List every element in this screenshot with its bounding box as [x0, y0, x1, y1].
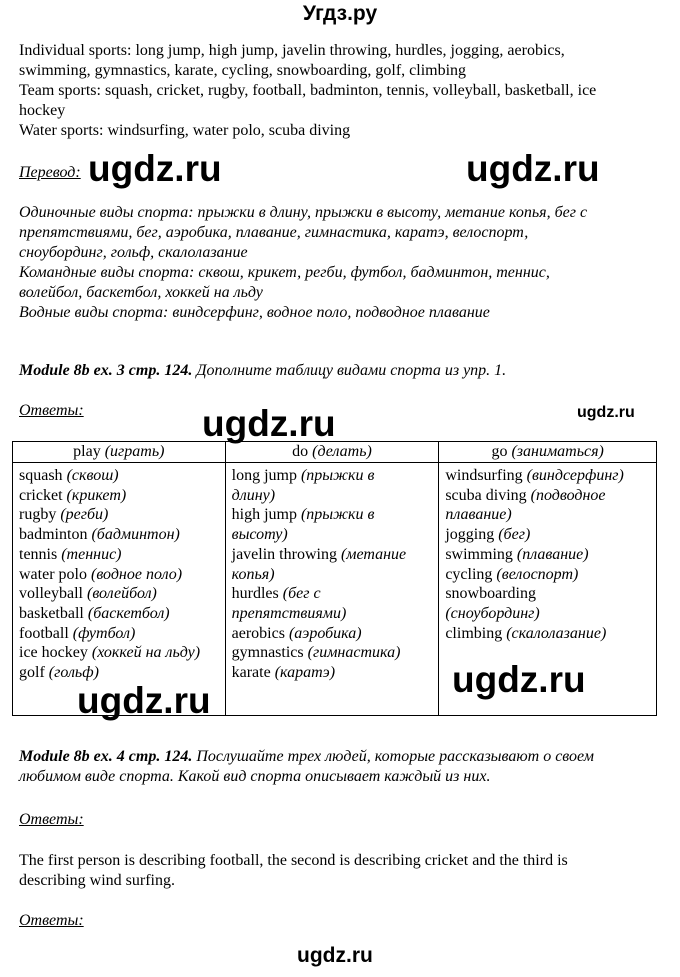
watermark: ugdz.ru [88, 148, 222, 189]
watermark: ugdz.ru [452, 659, 586, 700]
translation-line: сноубординг, гольф, скалолазание [19, 244, 248, 261]
list-item: squash (сквош) [19, 467, 119, 484]
list-item: cricket (крикет) [19, 486, 127, 504]
list-item: windsurfing (виндсерфинг) [445, 467, 624, 484]
list-item: long jump (прыжки в [231, 467, 375, 484]
list-item: scuba diving (подводное [445, 486, 606, 504]
translation-line: Командные виды спорта: сквош, крикет, регби, футбол, бадминтон, теннис, [19, 264, 550, 281]
ex4-answers-label: Ответы: [19, 811, 84, 828]
english-line: swimming, gymnastics, karate, cycling, snowboarding, golf, climbing [19, 62, 467, 79]
ex3-heading: Module 8b ex. 3 стр. 124. [19, 362, 193, 379]
english-line: Individual sports: long jump, high jump, javelin throwing, hurdles, jogging, aerobics, [19, 42, 565, 59]
answers-label-2: Ответы: [19, 912, 84, 929]
site-title: Угдз.ру [302, 2, 378, 25]
translation-line: Водные виды спорта: виндсерфинг, водное поло, подводное плавание [19, 304, 490, 321]
watermark: ugdz.ru [297, 944, 373, 967]
list-item: javelin throwing (метание [231, 545, 407, 563]
watermark: ugdz.ru [202, 403, 336, 444]
ex4-heading: Module 8b ex. 4 стр. 124. [19, 748, 193, 765]
list-item: snowboarding [445, 585, 536, 603]
watermark: ugdz.ru [577, 404, 635, 421]
russian-translation [19, 203, 669, 323]
translation-line: Одиночные виды спорта: прыжки в длину, прыжки в высоту, метание копья, бег с [19, 204, 588, 221]
list-item: water polo (водное поло) [19, 565, 183, 583]
translation-line: волейбол, баскетбол, хоккей на льду [19, 284, 263, 301]
list-item-cont: (сноубординг) [445, 604, 540, 622]
english-line: Water sports: windsurfing, water polo, scuba diving [19, 122, 351, 139]
column-do [225, 463, 439, 716]
list-item: tennis (теннис) [19, 545, 122, 563]
list-item-cont: препятствиями) [231, 604, 347, 622]
list-item: ice hockey (хоккей на льду) [19, 644, 201, 662]
ex4-answer-line: The first person is describing football, the second is describing cricket and the third is [19, 852, 568, 869]
ex4-instruction-cont: любимом виде спорта. Какой вид спорта описывает каждый из них. [19, 768, 491, 785]
watermark: ugdz.ru [466, 148, 600, 189]
ex4-answer-line: describing wind surfing. [19, 872, 175, 889]
watermark: ugdz.ru [77, 680, 211, 721]
translation-label: Перевод: [19, 164, 81, 181]
list-item: volleyball (волейбол) [19, 585, 157, 603]
english-line: Team sports: squash, cricket, rugby, football, badminton, tennis, volleyball, basketball, ice [19, 82, 597, 99]
header-do: do (делать) [225, 442, 439, 463]
ex4-answer [19, 851, 659, 891]
list-item-cont: плавание) [445, 506, 512, 524]
list-item: climbing (скалолазание) [445, 624, 607, 642]
list-item: rugby (регби) [19, 506, 109, 524]
header-go: go (заниматься) [439, 442, 657, 463]
list-item: aerobics (аэробика) [231, 624, 362, 642]
list-item-cont: копья) [231, 565, 275, 583]
list-item: badminton (бадминтон) [19, 526, 180, 544]
ex3-answers-label: Ответы: [19, 402, 84, 419]
ex3-instruction: Дополните таблицу видами спорта из упр. 1. [196, 362, 507, 379]
english-line: hockey [19, 102, 66, 119]
ex4-instruction: Послушайте трех людей, которые рассказывают о своем [196, 748, 594, 765]
list-item: gymnastics (гимнастика) [231, 644, 401, 662]
header-play: play (играть) [13, 442, 226, 463]
list-item: hurdles (бег с [231, 585, 321, 603]
list-item: basketball (баскетбол) [19, 604, 170, 622]
translation-line: препятствиями, бег, аэробика, плавание, гимнастика, каратэ, велоспорт, [19, 224, 529, 241]
list-item-cont: высоту) [231, 526, 288, 544]
ex4-heading-block [19, 747, 659, 787]
list-item: cycling (велоспорт) [445, 565, 579, 583]
ex3-heading-line [19, 361, 659, 381]
list-item: swimming (плавание) [445, 545, 589, 563]
list-item: golf (гольф) [19, 664, 99, 682]
list-item: jogging (бег) [445, 526, 531, 544]
list-item-cont: длину) [231, 486, 276, 504]
column-play [13, 463, 226, 716]
list-item: football (футбол) [19, 624, 136, 642]
list-item: karate (каратэ) [231, 664, 336, 682]
english-sports-list [19, 41, 659, 141]
list-item: high jump (прыжки в [231, 506, 375, 524]
